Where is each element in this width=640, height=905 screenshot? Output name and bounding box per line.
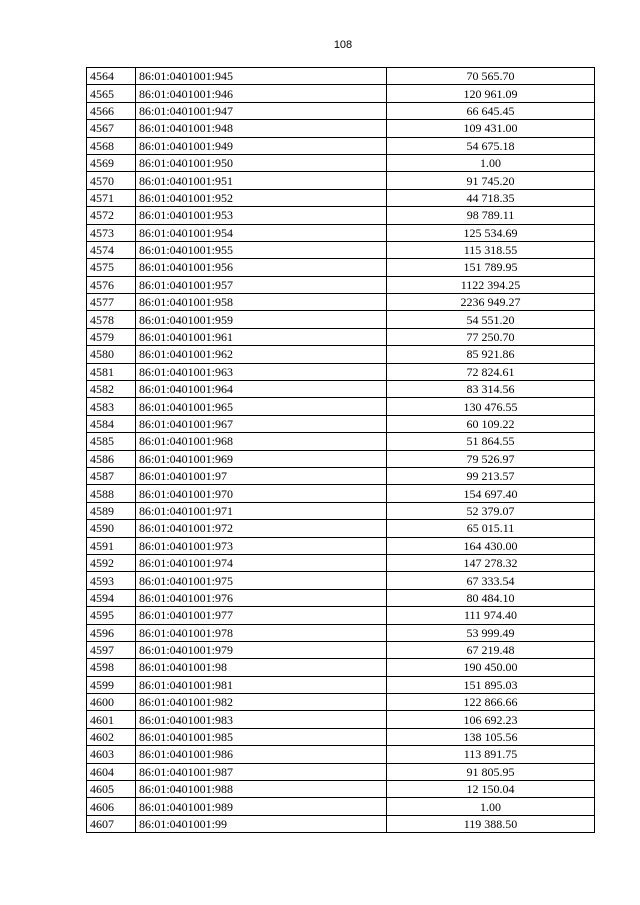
row-number-cell: 4604 [87, 763, 136, 780]
row-number-cell: 4584 [87, 415, 136, 432]
cadastral-value-cell: 2236 949.27 [387, 294, 595, 311]
cadastral-value-cell: 91 745.20 [387, 172, 595, 189]
row-number-cell: 4600 [87, 694, 136, 711]
cadastral-value-cell: 122 866.66 [387, 694, 595, 711]
table-row [87, 259, 595, 276]
cadastral-number-cell: 86:01:0401001:969 [136, 450, 387, 467]
row-number-cell: 4583 [87, 398, 136, 415]
table-row [87, 711, 595, 728]
table-row [87, 815, 595, 832]
table-row [87, 120, 595, 137]
table-row [87, 728, 595, 745]
cadastral-number-cell: 86:01:0401001:961 [136, 328, 387, 345]
row-number-cell: 4589 [87, 502, 136, 519]
table-row [87, 781, 595, 798]
row-number-cell: 4567 [87, 120, 136, 137]
page-number: 108 [333, 39, 353, 51]
cadastral-value-cell: 130 476.55 [387, 398, 595, 415]
cadastral-value-cell: 109 431.00 [387, 120, 595, 137]
row-number-cell: 4576 [87, 276, 136, 293]
row-number-cell: 4568 [87, 137, 136, 154]
row-number-cell: 4585 [87, 433, 136, 450]
table-row [87, 276, 595, 293]
table-row [87, 572, 595, 589]
cadastral-number-cell: 86:01:0401001:971 [136, 502, 387, 519]
table-row [87, 467, 595, 484]
table-row [87, 694, 595, 711]
cadastral-number-cell: 86:01:0401001:967 [136, 415, 387, 432]
table-row [87, 172, 595, 189]
cadastral-number-cell: 86:01:0401001:956 [136, 259, 387, 276]
cadastral-number-cell: 86:01:0401001:962 [136, 346, 387, 363]
cadastral-value-cell: 77 250.70 [387, 328, 595, 345]
row-number-cell: 4564 [87, 68, 136, 85]
table-row [87, 659, 595, 676]
cadastral-number-cell: 86:01:0401001:963 [136, 363, 387, 380]
row-number-cell: 4598 [87, 659, 136, 676]
cadastral-value-cell: 190 450.00 [387, 659, 595, 676]
row-number-cell: 4599 [87, 676, 136, 693]
cadastral-number-cell: 86:01:0401001:983 [136, 711, 387, 728]
cadastral-number-cell: 86:01:0401001:951 [136, 172, 387, 189]
row-number-cell: 4602 [87, 728, 136, 745]
row-number-cell: 4597 [87, 641, 136, 658]
table-row [87, 311, 595, 328]
cadastral-value-cell: 1122 394.25 [387, 276, 595, 293]
row-number-cell: 4587 [87, 467, 136, 484]
row-number-cell: 4572 [87, 207, 136, 224]
cadastral-value-cell: 164 430.00 [387, 537, 595, 554]
table-row [87, 537, 595, 554]
row-number-cell: 4606 [87, 798, 136, 815]
row-number-cell: 4591 [87, 537, 136, 554]
cadastral-value-cell: 83 314.56 [387, 381, 595, 398]
row-number-cell: 4605 [87, 781, 136, 798]
cadastral-number-cell: 86:01:0401001:947 [136, 102, 387, 119]
table-row [87, 485, 595, 502]
table-row [87, 346, 595, 363]
cadastral-value-cell: 151 895.03 [387, 676, 595, 693]
cadastral-number-cell: 86:01:0401001:953 [136, 207, 387, 224]
cadastral-value-cell: 151 789.95 [387, 259, 595, 276]
table-row [87, 85, 595, 102]
cadastral-number-cell: 86:01:0401001:987 [136, 763, 387, 780]
table-row [87, 520, 595, 537]
table-row [87, 381, 595, 398]
row-number-cell: 4603 [87, 746, 136, 763]
cadastral-value-cell: 119 388.50 [387, 815, 595, 832]
row-number-cell: 4577 [87, 294, 136, 311]
cadastral-value-cell: 52 379.07 [387, 502, 595, 519]
cadastral-number-cell: 86:01:0401001:985 [136, 728, 387, 745]
cadastral-value-cell: 115 318.55 [387, 241, 595, 258]
table-row [87, 207, 595, 224]
cadastral-number-cell: 86:01:0401001:979 [136, 641, 387, 658]
cadastral-value-cell: 72 824.61 [387, 363, 595, 380]
table-row [87, 294, 595, 311]
cadastral-number-cell: 86:01:0401001:978 [136, 624, 387, 641]
cadastral-value-cell: 106 692.23 [387, 711, 595, 728]
cadastral-number-cell: 86:01:0401001:986 [136, 746, 387, 763]
table-row [87, 102, 595, 119]
cadastral-number-cell: 86:01:0401001:959 [136, 311, 387, 328]
cadastral-value-cell: 91 805.95 [387, 763, 595, 780]
cadastral-number-cell: 86:01:0401001:977 [136, 607, 387, 624]
table-row [87, 641, 595, 658]
table-row [87, 676, 595, 693]
cadastral-value-cell: 44 718.35 [387, 189, 595, 206]
row-number-cell: 4570 [87, 172, 136, 189]
row-number-cell: 4569 [87, 154, 136, 171]
cadastral-value-cell: 154 697.40 [387, 485, 595, 502]
cadastral-number-cell: 86:01:0401001:989 [136, 798, 387, 815]
table-row [87, 798, 595, 815]
row-number-cell: 4582 [87, 381, 136, 398]
cadastral-number-cell: 86:01:0401001:955 [136, 241, 387, 258]
cadastral-value-cell: 67 219.48 [387, 641, 595, 658]
cadastral-number-cell: 86:01:0401001:945 [136, 68, 387, 85]
table-row [87, 554, 595, 571]
cadastral-value-cell: 65 015.11 [387, 520, 595, 537]
row-number-cell: 4566 [87, 102, 136, 119]
cadastral-number-cell: 86:01:0401001:973 [136, 537, 387, 554]
row-number-cell: 4592 [87, 554, 136, 571]
cadastral-number-cell: 86:01:0401001:975 [136, 572, 387, 589]
cadastral-value-cell: 80 484.10 [387, 589, 595, 606]
cadastral-value-cell: 147 278.32 [387, 554, 595, 571]
table-row [87, 763, 595, 780]
cadastral-number-cell: 86:01:0401001:952 [136, 189, 387, 206]
table-body [87, 68, 595, 833]
cadastral-number-cell: 86:01:0401001:99 [136, 815, 387, 832]
cadastral-value-cell: 138 105.56 [387, 728, 595, 745]
row-number-cell: 4590 [87, 520, 136, 537]
table-row [87, 589, 595, 606]
cadastral-value-cell: 54 551.20 [387, 311, 595, 328]
cadastral-number-cell: 86:01:0401001:946 [136, 85, 387, 102]
cadastral-value-cell: 51 864.55 [387, 433, 595, 450]
row-number-cell: 4571 [87, 189, 136, 206]
cadastral-value-cell: 67 333.54 [387, 572, 595, 589]
table-row [87, 433, 595, 450]
cadastral-number-cell: 86:01:0401001:965 [136, 398, 387, 415]
cadastral-value-cell: 1.00 [387, 154, 595, 171]
table-row [87, 137, 595, 154]
table-row [87, 328, 595, 345]
table-row [87, 415, 595, 432]
row-number-cell: 4588 [87, 485, 136, 502]
table-row [87, 189, 595, 206]
cadastral-value-cell: 53 999.49 [387, 624, 595, 641]
cadastral-number-cell: 86:01:0401001:974 [136, 554, 387, 571]
table-row [87, 68, 595, 85]
cadastral-value-cell: 60 109.22 [387, 415, 595, 432]
table-row [87, 746, 595, 763]
cadastral-value-cell: 98 789.11 [387, 207, 595, 224]
cadastral-number-cell: 86:01:0401001:97 [136, 467, 387, 484]
cadastral-number-cell: 86:01:0401001:964 [136, 381, 387, 398]
cadastral-number-cell: 86:01:0401001:948 [136, 120, 387, 137]
cadastral-number-cell: 86:01:0401001:981 [136, 676, 387, 693]
row-number-cell: 4574 [87, 241, 136, 258]
row-number-cell: 4578 [87, 311, 136, 328]
table-row [87, 502, 595, 519]
table-row [87, 624, 595, 641]
cadastral-value-table [86, 67, 595, 833]
table-row [87, 363, 595, 380]
cadastral-number-cell: 86:01:0401001:949 [136, 137, 387, 154]
cadastral-number-cell: 86:01:0401001:957 [136, 276, 387, 293]
row-number-cell: 4575 [87, 259, 136, 276]
row-number-cell: 4595 [87, 607, 136, 624]
cadastral-value-cell: 111 974.40 [387, 607, 595, 624]
cadastral-number-cell: 86:01:0401001:954 [136, 224, 387, 241]
cadastral-number-cell: 86:01:0401001:982 [136, 694, 387, 711]
table-row [87, 241, 595, 258]
table-row [87, 224, 595, 241]
cadastral-number-cell: 86:01:0401001:976 [136, 589, 387, 606]
row-number-cell: 4607 [87, 815, 136, 832]
cadastral-number-cell: 86:01:0401001:950 [136, 154, 387, 171]
cadastral-number-cell: 86:01:0401001:988 [136, 781, 387, 798]
row-number-cell: 4593 [87, 572, 136, 589]
cadastral-number-cell: 86:01:0401001:958 [136, 294, 387, 311]
cadastral-number-cell: 86:01:0401001:970 [136, 485, 387, 502]
cadastral-number-cell: 86:01:0401001:98 [136, 659, 387, 676]
cadastral-value-cell: 54 675.18 [387, 137, 595, 154]
cadastral-value-cell: 70 565.70 [387, 68, 595, 85]
row-number-cell: 4579 [87, 328, 136, 345]
row-number-cell: 4601 [87, 711, 136, 728]
row-number-cell: 4580 [87, 346, 136, 363]
table-row [87, 398, 595, 415]
cadastral-number-cell: 86:01:0401001:972 [136, 520, 387, 537]
cadastral-value-cell: 66 645.45 [387, 102, 595, 119]
row-number-cell: 4596 [87, 624, 136, 641]
row-number-cell: 4594 [87, 589, 136, 606]
table-row [87, 607, 595, 624]
cadastral-value-cell: 120 961.09 [387, 85, 595, 102]
row-number-cell: 4565 [87, 85, 136, 102]
table-row [87, 450, 595, 467]
cadastral-value-cell: 113 891.75 [387, 746, 595, 763]
cadastral-value-cell: 125 534.69 [387, 224, 595, 241]
cadastral-value-cell: 85 921.86 [387, 346, 595, 363]
row-number-cell: 4581 [87, 363, 136, 380]
cadastral-number-cell: 86:01:0401001:968 [136, 433, 387, 450]
cadastral-value-cell: 1.00 [387, 798, 595, 815]
table-row [87, 154, 595, 171]
row-number-cell: 4586 [87, 450, 136, 467]
cadastral-value-cell: 79 526.97 [387, 450, 595, 467]
cadastral-value-cell: 12 150.04 [387, 781, 595, 798]
row-number-cell: 4573 [87, 224, 136, 241]
cadastral-value-cell: 99 213.57 [387, 467, 595, 484]
